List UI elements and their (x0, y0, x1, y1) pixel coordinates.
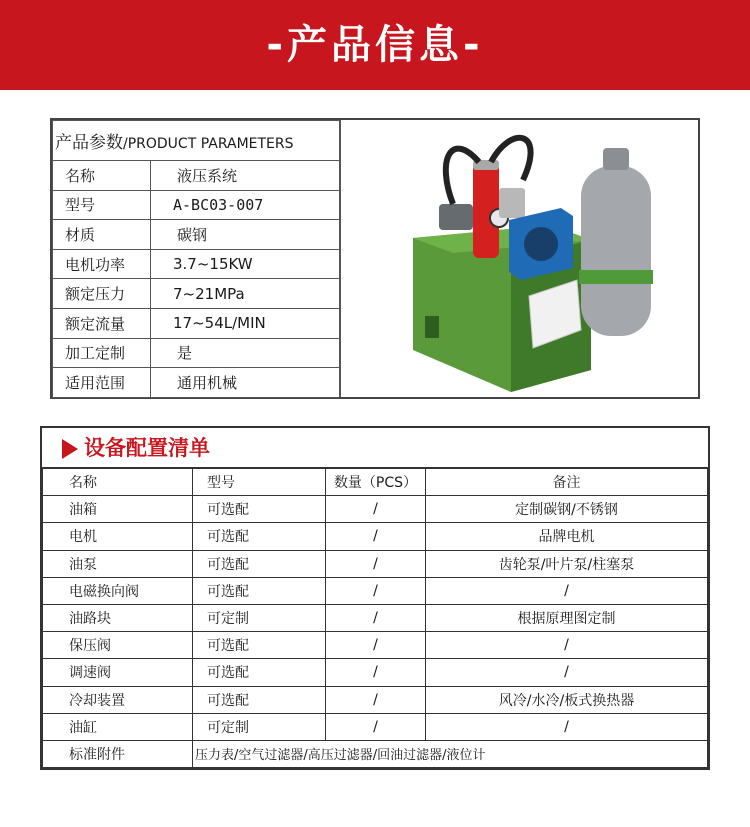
param-row (53, 338, 340, 368)
param-label: 加工定制 (53, 338, 151, 368)
config-note: 风冷/水冷/板式换热器 (426, 686, 708, 713)
param-label: 型号 (53, 190, 151, 220)
pump-icon (499, 188, 525, 218)
config-model: 可选配 (193, 523, 326, 550)
config-name: 保压阀 (43, 632, 193, 659)
param-label: 额定压力 (53, 279, 151, 309)
config-note: 定制碳钢/不锈钢 (426, 496, 708, 523)
config-footer-row (43, 740, 708, 767)
config-qty: / (326, 577, 426, 604)
config-row (43, 659, 708, 686)
config-row (43, 577, 708, 604)
param-value: A-BC03-007 (151, 190, 340, 220)
param-row (53, 368, 340, 398)
config-qty: / (326, 659, 426, 686)
parameters-title-cn: 产品参数 (55, 133, 123, 153)
config-qty: / (326, 713, 426, 740)
param-value: 3.7~15KW (151, 249, 340, 279)
param-row (53, 279, 340, 309)
config-name: 油缸 (43, 713, 193, 740)
config-model: 可选配 (193, 496, 326, 523)
param-row (53, 308, 340, 338)
column-header-name: 名称 (43, 469, 193, 496)
config-model: 可定制 (193, 604, 326, 631)
config-note: / (426, 632, 708, 659)
column-header-qty: 数量（PCS） (326, 469, 426, 496)
config-model: 可选配 (193, 632, 326, 659)
config-name: 油泵 (43, 550, 193, 577)
config-name: 电机 (43, 523, 193, 550)
config-model: 可选配 (193, 577, 326, 604)
config-table (42, 468, 708, 768)
config-name: 油路块 (43, 604, 193, 631)
config-model: 可定制 (193, 713, 326, 740)
tank-leg-icon (425, 316, 439, 338)
parameters-title (53, 121, 340, 161)
product-parameters-panel (50, 118, 700, 399)
motor-icon (439, 204, 473, 230)
param-label: 名称 (53, 161, 151, 191)
param-value: 17~54L/MIN (151, 308, 340, 338)
param-label: 电机功率 (53, 249, 151, 279)
config-note: 根据原理图定制 (426, 604, 708, 631)
parameters-table (52, 120, 340, 398)
accessories-note: 压力表/空气过滤器/高压过滤器/回油过滤器/液位计 (193, 740, 708, 767)
config-row (43, 523, 708, 550)
parameters-title-en: /PRODUCT PARAMETERS (123, 136, 294, 152)
config-name: 冷却装置 (43, 686, 193, 713)
column-header-note: 备注 (426, 469, 708, 496)
title-banner (0, 0, 750, 90)
config-model: 可选配 (193, 686, 326, 713)
play-arrow-icon (62, 439, 78, 459)
config-header-row (43, 469, 708, 496)
param-label: 额定流量 (53, 308, 151, 338)
param-label: 材质 (53, 220, 151, 250)
param-value: 通用机械 (151, 368, 340, 398)
param-value: 是 (151, 338, 340, 368)
accessories-label: 标准附件 (43, 740, 193, 767)
product-photo (340, 120, 698, 397)
param-row (53, 249, 340, 279)
config-header (42, 428, 708, 468)
config-qty: / (326, 686, 426, 713)
param-value: 7~21MPa (151, 279, 340, 309)
config-model: 可选配 (193, 659, 326, 686)
config-row (43, 604, 708, 631)
config-name: 电磁换向阀 (43, 577, 193, 604)
param-value: 碳钢 (151, 220, 340, 250)
config-model: 可选配 (193, 550, 326, 577)
config-qty: / (326, 550, 426, 577)
accumulator-icon (581, 166, 651, 336)
config-row (43, 550, 708, 577)
config-row (43, 496, 708, 523)
page-title: -产品信息- (266, 22, 484, 68)
param-row (53, 220, 340, 250)
config-qty: / (326, 496, 426, 523)
config-note: 齿轮泵/叶片泵/柱塞泵 (426, 550, 708, 577)
config-note: 品牌电机 (426, 523, 708, 550)
config-name: 油箱 (43, 496, 193, 523)
param-value: 液压系统 (151, 161, 340, 191)
config-note: / (426, 659, 708, 686)
config-qty: / (326, 632, 426, 659)
equipment-config-panel (40, 426, 710, 770)
config-title: 设备配置清单 (84, 436, 210, 460)
config-row (43, 713, 708, 740)
param-row (53, 190, 340, 220)
config-note: / (426, 577, 708, 604)
param-row (53, 161, 340, 191)
config-row (43, 686, 708, 713)
config-row (43, 632, 708, 659)
hydraulic-unit-illustration (341, 120, 698, 397)
config-note: / (426, 713, 708, 740)
column-header-model: 型号 (193, 469, 326, 496)
config-qty: / (326, 523, 426, 550)
param-label: 适用范围 (53, 368, 151, 398)
parameters-title-row (53, 121, 340, 161)
config-name: 调速阀 (43, 659, 193, 686)
config-qty: / (326, 604, 426, 631)
